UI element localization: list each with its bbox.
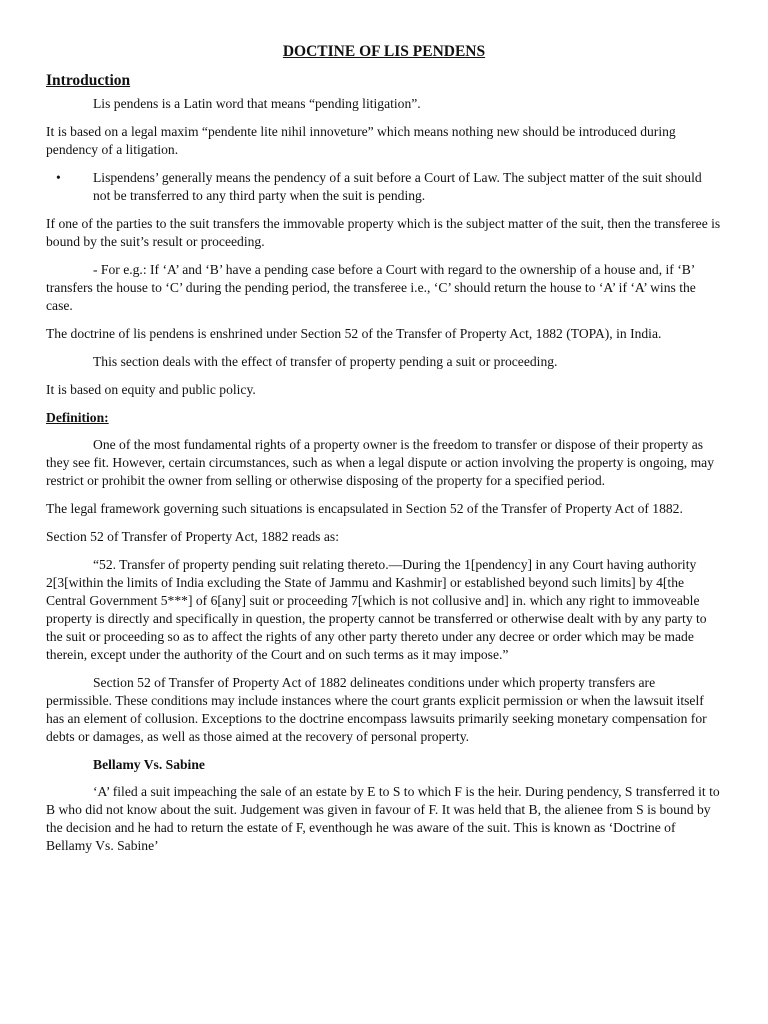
- paragraph-fundamental-rights: One of the most fundamental rights of a property owner is the freedom to transfer or dispose of their property as they see fit. However, certain circumstances, such as when a legal dispute or action involving the property is ongoing, may restrict or prohibit the owner from selling or otherwise disposing of the property for a specified period.: [46, 437, 714, 488]
- paragraph-example: - For e.g.: If ‘A’ and ‘B’ have a pending case before a Court with regard to the ownership of a house and, if ‘B’ transfers the house to ‘C’ during the pending period, the transferee i.e., ‘C’ should return the house to ‘A’ if ‘A’ wins the case.: [46, 262, 696, 313]
- case-heading: Bellamy Vs. Sabine: [93, 757, 205, 772]
- bullet-text: Lispendens’ generally means the pendency of a suit before a Court of Law. The subject matter of the suit should not be transferred to any third party when the suit is pending.: [93, 170, 702, 203]
- paragraph-latin-meaning: Lis pendens is a Latin word that means “pending litigation”.: [93, 96, 421, 111]
- paragraph-reads-as: Section 52 of Transfer of Property Act, 1882 reads as:: [46, 529, 339, 544]
- paragraph-case: ‘A’ filed a suit impeaching the sale of an estate by E to S to which F is the heir. During pendency, S transferred it to B who did not know about the suit. Judgement was given in favour of F. It was held that B, the alienee from S is bound by the decision and he had to return the estate of F, eventhough he was aware of the suit. This is known as ‘Doctrine of Bellamy Vs. Sabine’: [46, 784, 720, 853]
- paragraph-legal-maxim: It is based on a legal maxim “pendente lite nihil innoveture” which means nothing new should be introduced during pendency of a litigation.: [46, 124, 676, 157]
- paragraph-conditions: Section 52 of Transfer of Property Act of 1882 delineates conditions under which property transfers are permissible. These conditions may include instances where the court grants explicit permission or when the lawsuit itself has an element of collusion. Exceptions to the doctrine encompass lawsuits primarily seeking monetary compensation for debts or damages, as well as those aimed at the recovery of personal property.: [46, 675, 707, 744]
- list-item: [46, 169, 722, 205]
- paragraph-transferee-bound: If one of the parties to the suit transfers the immovable property which is the subject matter of the suit, then the transferee is bound by the suit’s result or proceeding.: [46, 216, 721, 249]
- paragraph-equity: It is based on equity and public policy.: [46, 382, 256, 397]
- paragraph-section-effect: This section deals with the effect of transfer of property pending a suit or proceeding.: [93, 354, 558, 369]
- paragraph-legal-framework: The legal framework governing such situations is encapsulated in Section 52 of the Transfer of Property Act of 1882.: [46, 501, 683, 516]
- bullet-list: [46, 169, 722, 205]
- paragraph-section-52-quote: “52. Transfer of property pending suit relating thereto.—During the 1[pendency] in any Court having authority 2[3[within the limits of India excluding the State of Jammu and Kashmir] or established beyond such limits] by 4[the Central Government 5***] of 6[any] suit or proceeding 7[which is not collusive and] in. which any right to immoveable property is directly and specifically in question, the property cannot be transferred or otherwise dealt with by any party to the suit or proceeding so as to affect the rights of any other party thereto under any decree or order which may be made therein, except under the authority of the Court and on such terms as it may impose.”: [46, 557, 707, 662]
- document-title: DOCTINE OF LIS PENDENS: [282, 43, 486, 60]
- definition-heading: Definition:: [46, 410, 109, 425]
- bullet-marker: •: [56, 170, 61, 185]
- paragraph-section-52: The doctrine of lis pendens is enshrined under Section 52 of the Transfer of Property Act, 1882 (TOPA), in India.: [46, 326, 662, 341]
- introduction-heading: Introduction: [46, 72, 131, 89]
